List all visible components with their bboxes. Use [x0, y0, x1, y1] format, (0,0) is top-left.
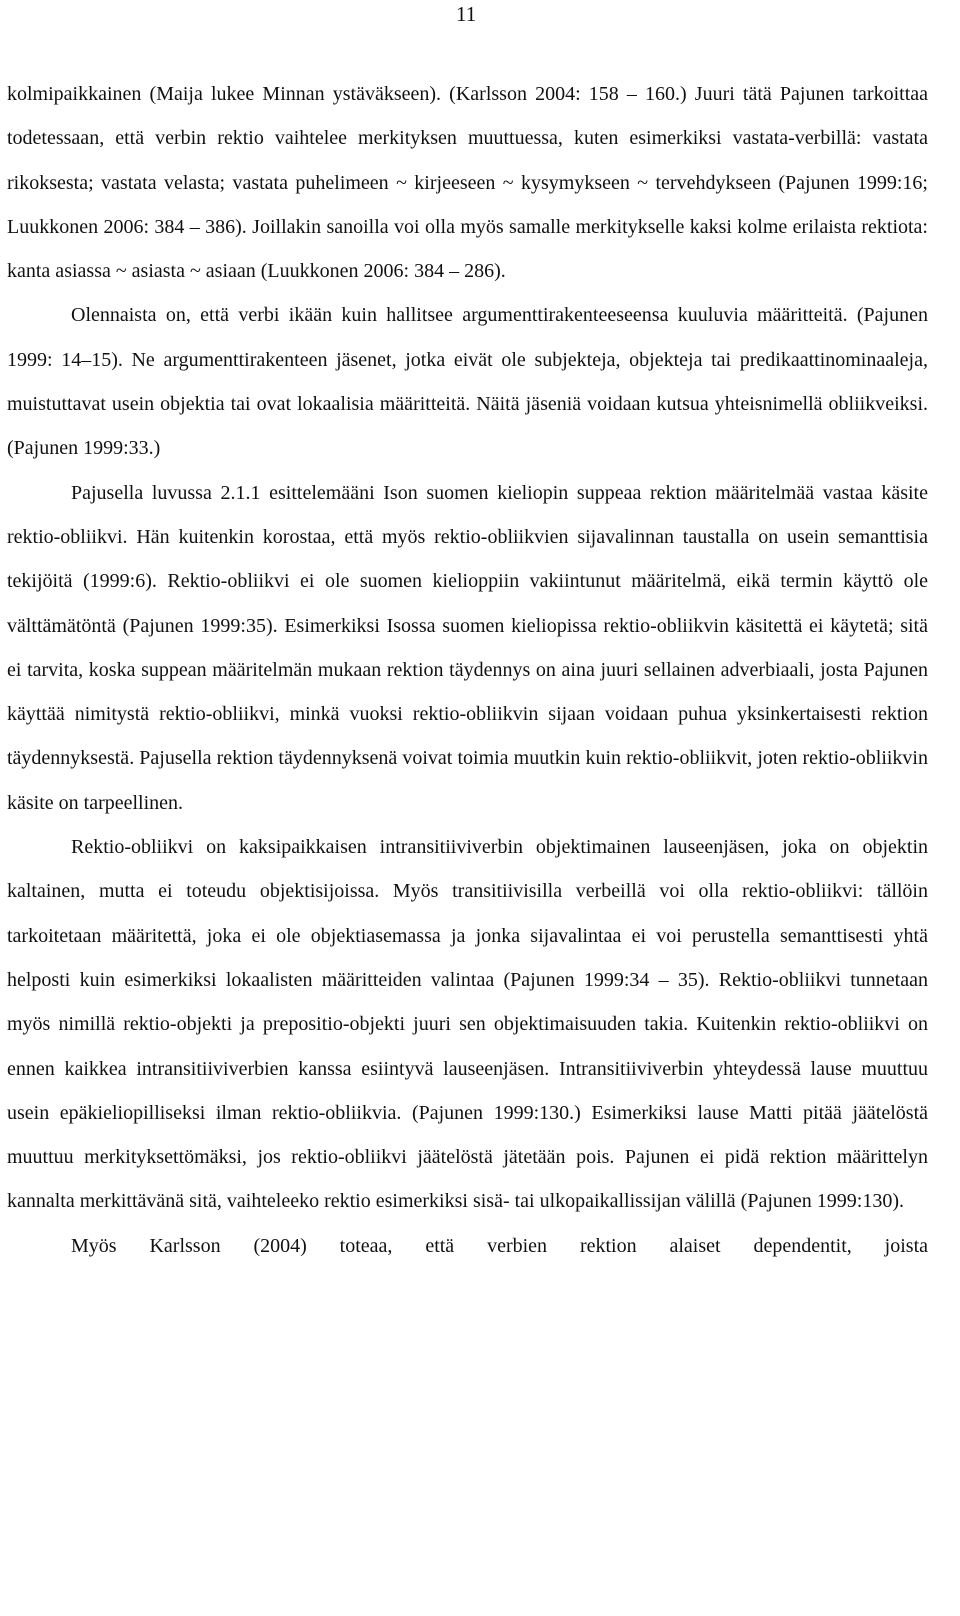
paragraph: Rektio-obliikvi on kaksipaikkaisen intransitiiviverbin objektimainen lauseenjäsen, joka on objektin kaltainen, mutta ei toteudu objektisijoissa. Myös transitiivisilla verbeillä voi olla rektio-obliikvi: tällöin tarkoitetaan määritettä, joka ei ole objektiasemassa ja jonka sijavalintaa ei voi perustella semanttisesti yhtä helposti kuin esimerkiksi lokaalisten määritteiden valintaa (Pajunen 1999:34 – 35). Rektio-obliikvi tunnetaan myös nimillä rektio-objekti ja prepositio-objekti juuri sen objektimaisuuden takia. Kuitenkin rektio-obliikvi on ennen kaikkea intransitiiviverbien kanssa esiintyvä lauseenjäsen. Intransitiiviverbin yhteydessä lause muuttuu usein epäkieliopilliseksi ilman rektio-obliikvia. (Pajunen 1999:130.) Esimerkiksi lause Matti pitää jäätelöstä muuttuu merkityksettömäksi, jos rektio-obliikvi jäätelöstä jätetään pois. Pajunen ei pidä rektion määrittelyn kannalta merkittävänä sitä, vaihteleeko rektio esimerkiksi sisä- tai ulkopaikallissijan välillä (Pajunen 1999:130).: [7, 836, 928, 1213]
paragraph: Myös Karlsson (2004) toteaa, että verbien rektion alaiset dependentit, joista: [71, 1234, 928, 1257]
paragraph: Pajusella luvussa 2.1.1 esittelemääni Ison suomen kieliopin suppeaa rektion määritelmää vastaa käsite rektio-obliikvi. Hän kuitenkin korostaa, että myös rektio-obliikvien sijavalinnan taustalla on usein semanttisia tekijöitä (1999:6). Rektio-obliikvi ei ole suomen kielioppiin vakiintunut määritelmä, eikä termin käyttö ole välttämätöntä (Pajunen 1999:35). Esimerkiksi Isossa suomen kieliopissa rektio-obliikvin käsitettä ei käytetä; sitä ei tarvita, koska suppean määritelmän mukaan rektion täydennys on aina juuri sellainen adverbiaali, josta Pajunen käyttää nimitystä rektio-obliikvi, minkä vuoksi rektio-obliikvin sijaan voidaan puhua yksinkertaisesti rektion täydennyksestä. Pajusella rektion täydennyksenä voivat toimia muutkin kuin rektio-obliikvit, joten rektio-obliikvin käsite on tarpeellinen.: [7, 481, 928, 814]
paragraph: Olennaista on, että verbi ikään kuin hallitsee argumenttirakenteeseensa kuuluvia määritteitä. (Pajunen 1999: 14–15). Ne argumenttirakenteen jäsenet, jotka eivät ole subjekteja, objekteja tai predikaattinominaaleja, muistuttavat usein objektia tai ovat lokaalisia määritteitä. Näitä jäseniä voidaan kutsua yhteisnimellä obliikveiksi. (Pajunen 1999:33.): [7, 304, 928, 460]
page-number: 11: [456, 2, 477, 26]
paragraph: kolmipaikkainen (Maija lukee Minnan ystäväkseen). (Karlsson 2004: 158 – 160.) Juuri tätä Pajunen tarkoittaa todetessaan, että verbin rektio vaihtelee merkityksen muuttuessa, kuten esimerkiksi vastata-verbillä: vastata rikoksesta; vastata velasta; vastata puhelimeen ~ kirjeeseen ~ kysymykseen ~ tervehdykseen (Pajunen 1999:16; Luukkonen 2006: 384 – 386). Joillakin sanoilla voi olla myös samalle merkitykselle kaksi kolme erilaista rektiota: kanta asiassa ~ asiasta ~ asiaan (Luukkonen 2006: 384 – 286).: [7, 83, 928, 283]
document-body: [7, 72, 928, 1268]
